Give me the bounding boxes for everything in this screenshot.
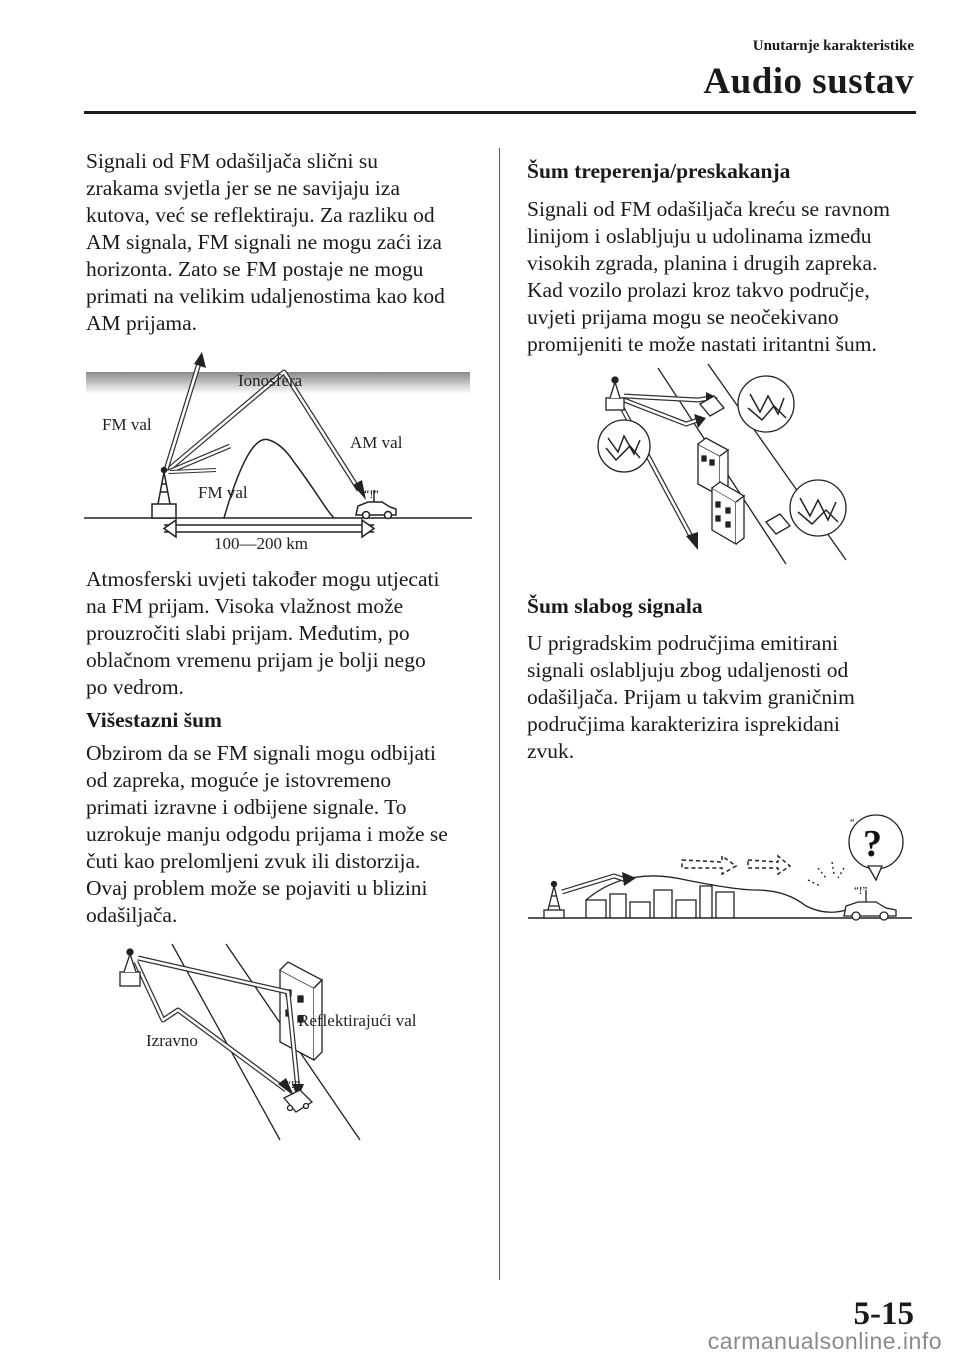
transmitter-tower-icon [152, 468, 176, 519]
city-skyline [586, 886, 734, 918]
label-am-wave: AM val [350, 433, 403, 452]
text-line: U prigradskim područjima emitirani [527, 631, 839, 655]
text-line: po vedrom. [86, 675, 184, 699]
paragraph-atmospheric [86, 566, 481, 701]
text-line: oblačnom vremenu prijam je bolji nego [86, 648, 426, 672]
text-line: promijeniti te može nastati iritantni šum. [527, 332, 877, 356]
label-direct: Izravno [146, 1031, 198, 1050]
question-bubble-icon [849, 815, 903, 880]
watermark[interactable]: carmanualsonline.info [707, 1328, 942, 1354]
text-line: zvuk. [527, 739, 575, 763]
text-line: Atmosferski uvjeti također mogu utjecati [86, 567, 440, 591]
mountain-shape [224, 439, 334, 518]
text-line: primati izravne i odbijene signale. To [86, 795, 407, 819]
page-number: 5-15 [853, 1296, 914, 1332]
label-fm-wave-bottom: FM val [198, 483, 248, 502]
text-line: Kad vozilo prolazi kroz takvo područje, [527, 278, 870, 302]
label-fm-wave-top: FM val [102, 415, 152, 434]
fading-signal-arrows [682, 856, 790, 874]
text-line: na FM prijam. Visoka vlažnost može [86, 594, 404, 618]
label-ionosphere: Ionosfera [238, 371, 303, 390]
text-line: kutova, već se reflektiraju. Za razliku od [86, 203, 435, 227]
text-line: prouzročiti slabi prijam. Međutim, po [86, 621, 410, 645]
paragraph-multipath [86, 740, 481, 929]
sound-mark-icon: “!” [286, 1079, 300, 1091]
diagram-fm-am-propagation [84, 352, 474, 562]
text-line: Ovaj problem može se pojaviti u blizini [86, 876, 428, 900]
label-reflected: Reflektirajući val [298, 1011, 417, 1030]
reflected-wave-path [138, 958, 298, 1090]
text-line: primati na velikim udaljenostima kao kod [86, 284, 445, 308]
text-line: uvjeti prijama mogu se neočekivano [527, 305, 839, 329]
text-line: uzrokuje manju odgodu prijama i može se [86, 822, 448, 846]
question-mark: ? [863, 823, 882, 865]
heading-multipath [86, 707, 481, 734]
paragraph-flutter [527, 196, 922, 358]
paragraph-fm-propagation [86, 148, 481, 337]
heading-text: Višestazni šum [86, 708, 222, 732]
direct-wave-path [136, 962, 286, 1090]
text-line: Signali od FM odašiljača slični su [86, 149, 379, 173]
text-line: AM signala, FM signali ne mogu zaći iza [86, 230, 442, 254]
header-divider [84, 111, 916, 114]
fading-rays [808, 862, 844, 886]
page-title: Audio sustav [703, 61, 914, 102]
text-line: područjima karakterizira isprekidani [527, 712, 840, 736]
transmitter-tower-icon [544, 882, 564, 919]
sound-mark-icon: “!” [854, 885, 868, 897]
heading-weak-signal [527, 593, 922, 620]
text-line: Obzirom da se FM signali mogu odbijati [86, 741, 436, 765]
section-title: Unutarnje karakteristike [752, 38, 914, 54]
column-divider [499, 148, 500, 1280]
car-icon [284, 1090, 312, 1112]
text-line: odašiljača. [86, 903, 178, 927]
heading-flutter [527, 158, 922, 185]
text-line: linijom i oslabljuju u udolinama između [527, 224, 872, 248]
text-line: od zapreka, moguće je istovremeno [86, 768, 392, 792]
text-line: odašiljača. Prijam u takvim graničnim [527, 685, 855, 709]
text-line: čuti kao prelomljeni zvuk ili distorzija. [86, 849, 421, 873]
text-line: AM prijama. [86, 311, 198, 335]
diagram-weak-signal [526, 806, 916, 926]
car-icon [844, 890, 896, 920]
building-icon [698, 438, 744, 544]
text-line: horizonta. Zato se FM postaje ne mogu [86, 257, 424, 281]
svg-text:“: “ [850, 818, 855, 829]
text-line: signali oslabljuju zbog udaljenosti od [527, 658, 849, 682]
text-line: Signali od FM odašiljača kreću se ravnom [527, 197, 891, 221]
heading-text: Šum treperenja/preskakanja [527, 159, 791, 183]
text-line: zrakama svjetla jer se ne savijaju iza [86, 176, 400, 200]
transmitter-tower-icon [606, 377, 624, 410]
paragraph-weak-signal [527, 630, 922, 765]
sound-mark-icon: “!” [364, 487, 379, 501]
label-distance: 100—200 km [214, 534, 308, 553]
diagram-multipath [108, 940, 458, 1145]
text-line: visokih zgrada, planina i drugih zapreka. [527, 251, 878, 275]
diagram-flutter-noise [590, 360, 860, 570]
heading-text: Šum slabog signala [527, 594, 703, 618]
